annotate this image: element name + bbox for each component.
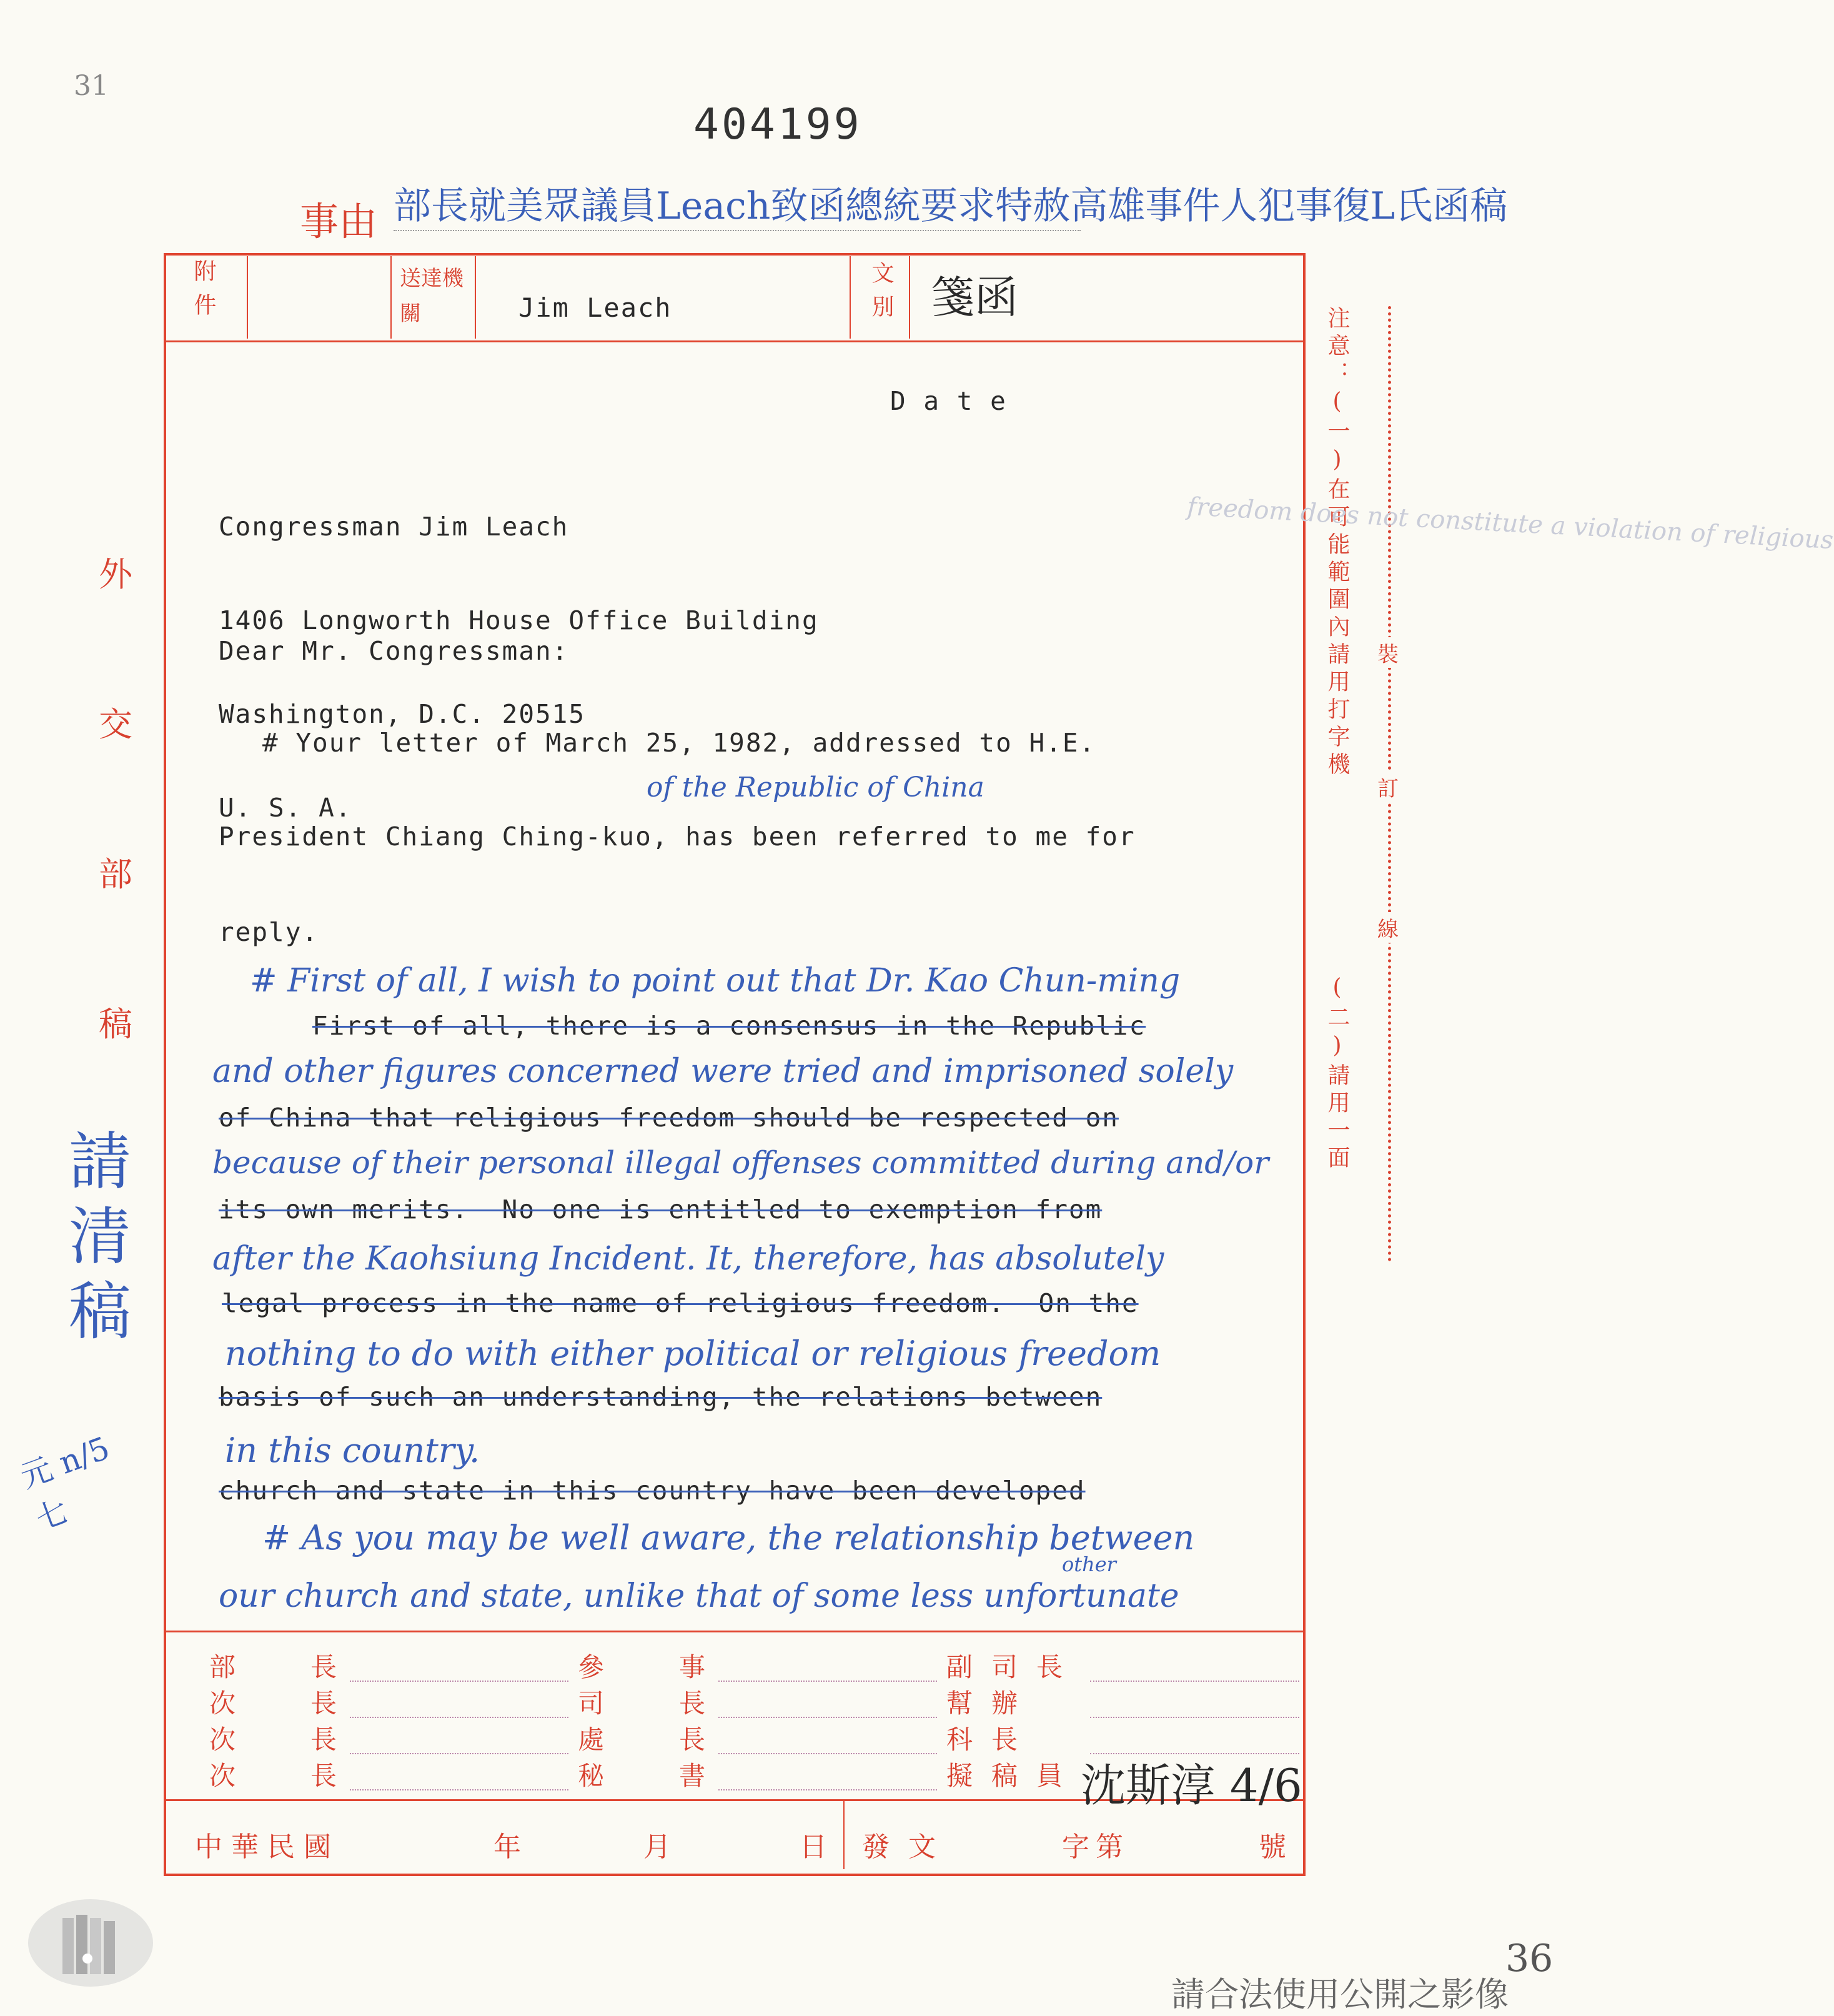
footer-divider [843, 1799, 845, 1869]
handwritten-line: and other figures concerned were tried and imprisoned solely [212, 1053, 1234, 1090]
signature-dotline [718, 1753, 937, 1754]
doc-type-label: 文別 [868, 261, 894, 329]
footer-char: 字第 [1062, 1831, 1129, 1863]
struck-typed-line: legal process in the name of religious freedom. On the [222, 1288, 1139, 1318]
right-notice-2: (二)請用一面 [1324, 975, 1350, 1173]
drafter-signature: 沈斯淳 4/6 [1081, 1759, 1302, 1812]
signature-dotline [350, 1717, 568, 1718]
signature-dotline [718, 1681, 937, 1682]
header-divider [390, 256, 392, 339]
left-margin-date: 元 n/5 七 [16, 1429, 114, 1538]
subject-text: 部長就美眾議員Leach致函總統要求特赦高雄事件人犯事復L氏函稿 [394, 184, 1508, 228]
signature-title: 部長 [209, 1652, 412, 1682]
serial-number: 404199 [693, 100, 862, 149]
signature-dotline [350, 1789, 568, 1790]
signature-title: 秘書 [578, 1760, 781, 1791]
signature-dotline [350, 1753, 568, 1754]
footer-roc: 中華民國 [195, 1831, 340, 1863]
handwritten-other: other [1062, 1552, 1116, 1576]
left-vertical-char: 部 [99, 855, 132, 894]
address-line: U. S. A. [219, 793, 352, 823]
signature-title: 科長 [946, 1724, 1037, 1755]
subject-underline [394, 230, 1081, 231]
signature-col-2 [578, 1649, 780, 1794]
paragraph1-line3: reply. [219, 917, 319, 947]
handwritten-line: # As you may be well aware, the relationship between [262, 1518, 1195, 1557]
signature-dotline [1090, 1681, 1299, 1682]
struck-typed-line: First of all, there is a consensus in the Republic [312, 1011, 1146, 1041]
header-divider [475, 256, 476, 339]
struck-typed-line: church and state in this country have been developed [219, 1476, 1086, 1506]
signature-col-3 [946, 1649, 1081, 1794]
binding-label-top: 裝 [1377, 637, 1399, 668]
left-margin-note: 請清稿 [69, 1125, 131, 1348]
sender-label: 送達機關 [400, 266, 463, 326]
watermark-text: 請合法使用公開之影像 [1171, 1975, 1509, 2014]
handwritten-line: # First of all, I wish to point out that Dr. Kao Chun-ming [250, 962, 1181, 1000]
footer-month: 月 [643, 1831, 671, 1863]
signature-title: 次長 [209, 1724, 412, 1755]
signature-title: 次長 [209, 1688, 412, 1719]
footer-year: 年 [493, 1831, 521, 1863]
signature-dotline [718, 1789, 937, 1790]
struck-typed-line: of China that religious freedom should be respected on [219, 1103, 1119, 1133]
handwritten-line: after the Kaohsiung Incident. It, therefore, has absolutely [212, 1240, 1164, 1278]
address-line: 1406 Longworth House Office Building [219, 605, 819, 635]
signature-title: 幫辦 [946, 1688, 1037, 1719]
left-vertical-char: 外 [99, 555, 132, 594]
handwritten-line: nothing to do with either political or religious freedom [225, 1334, 1161, 1373]
signature-title: 副司長 [946, 1652, 1082, 1682]
doc-type-value: 箋函 [931, 272, 1018, 323]
attachment-label: 附件 [191, 259, 216, 327]
address-line: Washington, D.C. 20515 [219, 699, 586, 729]
handwritten-line: our church and state, unlike that of some less unfortunate [219, 1577, 1179, 1615]
signature-title: 司長 [578, 1688, 781, 1719]
subject-label: 事由 [300, 199, 378, 244]
paragraph1-line1: # Your letter of March 25, 1982, addressed to H.E. [262, 728, 1096, 758]
struck-typed-line: basis of such an understanding, the relations between [219, 1382, 1103, 1412]
signature-block-top-rule [164, 1631, 1306, 1632]
page-number-top: 31 [74, 70, 109, 102]
header-divider [850, 256, 851, 339]
handwritten-insert: of the Republic of China [647, 772, 984, 803]
signature-title: 次長 [209, 1760, 412, 1791]
signature-title: 擬稿員 [946, 1760, 1082, 1791]
left-vertical-char: 稿 [99, 1005, 132, 1044]
right-notice-1: 注意：(一)在可能範圍內請用打字機 [1324, 306, 1350, 780]
footer-day: 日 [800, 1831, 827, 1863]
handwritten-line: in this country. [225, 1431, 480, 1470]
salutation: Dear Mr. Congressman: [219, 636, 569, 666]
header-row [164, 253, 1306, 342]
letter-date: D a t e [890, 386, 1007, 416]
handwritten-line: because of their personal illegal offenses committed during and/or [212, 1145, 1269, 1181]
signature-title: 處長 [578, 1724, 781, 1755]
left-vertical-label [94, 500, 137, 1100]
struck-typed-line: its own merits. No one is entitled to exemption from [219, 1194, 1103, 1224]
signature-dotline [350, 1681, 568, 1682]
header-divider [247, 256, 248, 339]
footer-number: 號 [1259, 1831, 1286, 1863]
page-number-bottom: 36 [1505, 1937, 1554, 1980]
binding-label-mid: 訂 [1377, 772, 1399, 802]
signature-col-1 [209, 1649, 412, 1794]
signature-dotline [1090, 1717, 1299, 1718]
header-divider [909, 256, 910, 339]
address-line: Congressman Jim Leach [219, 512, 569, 542]
binding-label-bot: 線 [1377, 912, 1399, 943]
sender-value: Jim Leach [518, 292, 672, 323]
paragraph1-line2: President Chiang Ching-kuo, has been referred to me for [219, 822, 1136, 852]
left-vertical-char: 交 [99, 705, 132, 744]
footer-dispatch: 發文 [862, 1831, 954, 1863]
archive-logo-icon [25, 1893, 156, 1993]
signature-title: 參事 [578, 1652, 781, 1682]
faint-margin-text: freedom does not constitute a violation of religious [1186, 492, 1834, 555]
signature-dotline [718, 1717, 937, 1718]
